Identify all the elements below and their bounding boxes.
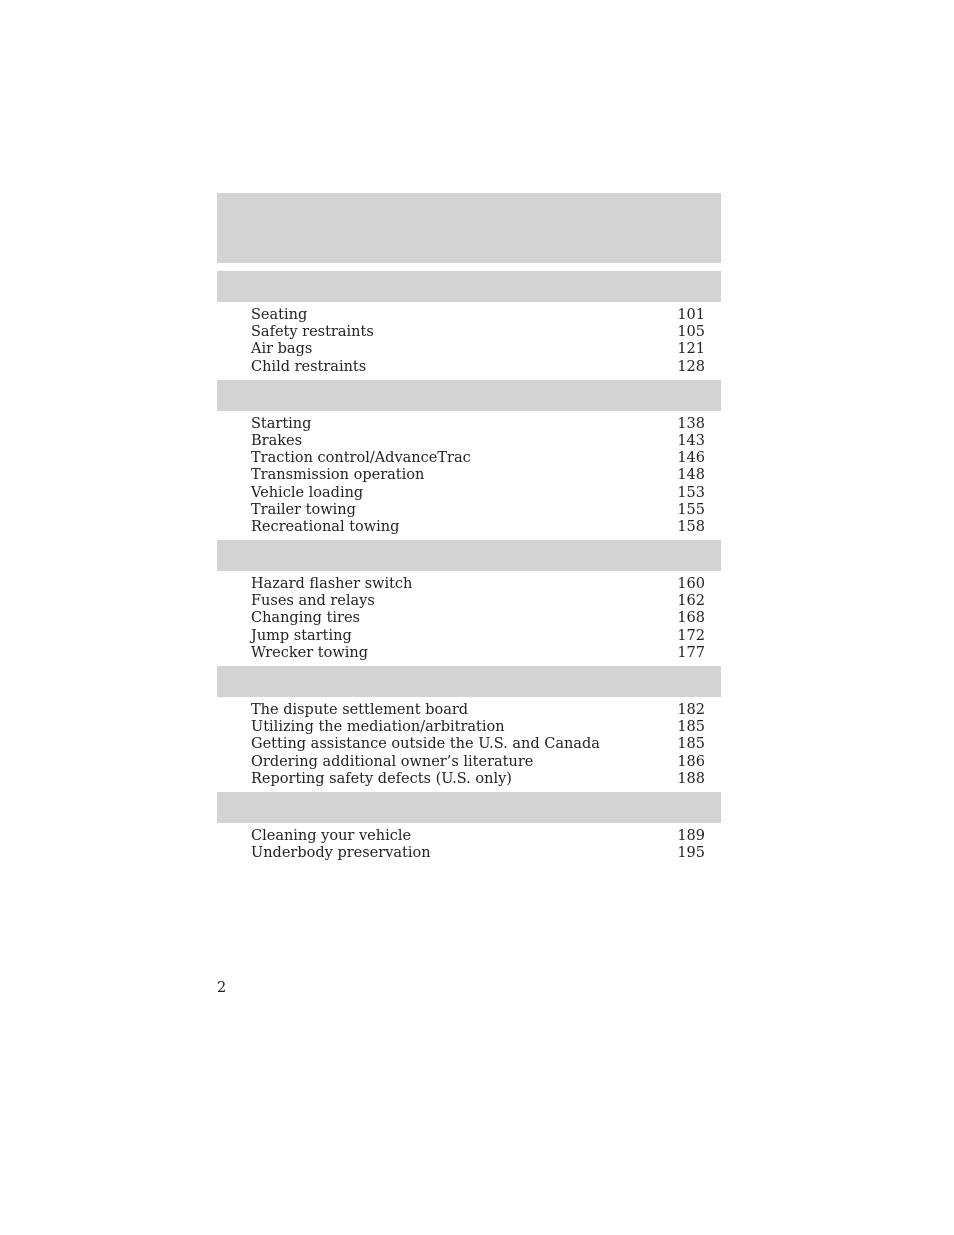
toc-entry-page: 182: [677, 702, 705, 718]
toc-entry-label: Underbody preservation: [251, 845, 431, 862]
toc-entry[interactable]: [251, 519, 705, 536]
toc-entry[interactable]: [251, 433, 705, 450]
toc-entry[interactable]: [251, 593, 705, 610]
toc-entry-page: 155: [677, 501, 705, 518]
toc-entry-page: 189: [677, 827, 705, 844]
toc-entry-label: Changing tires: [251, 610, 360, 627]
toc-entry-label: Fuses and relays: [251, 593, 375, 610]
toc-entry-page: 153: [677, 484, 705, 501]
toc-entry-label: Seating: [251, 307, 308, 323]
toc-entry[interactable]: [251, 485, 705, 502]
section-entries: [217, 302, 721, 380]
toc-entry-page: 168: [677, 610, 705, 627]
toc-entry-label: Cleaning your vehicle: [251, 827, 412, 844]
toc-entry-page: 185: [677, 719, 705, 736]
toc-section-4: [217, 666, 721, 792]
toc-entry-label: Child restraints: [251, 358, 367, 375]
toc-entry-page: 143: [677, 432, 705, 449]
toc-section-1: [217, 271, 721, 380]
toc-entry-label: Traction control/AdvanceTrac: [251, 450, 471, 467]
toc-entry[interactable]: [251, 324, 705, 341]
section-header-bar: [217, 792, 721, 823]
toc-entry-label: Brakes: [251, 432, 303, 449]
toc-entry-label: Reporting safety defects (U.S. only): [251, 770, 512, 787]
toc-entry-page: 146: [677, 450, 705, 467]
toc-entry-label: Wrecker towing: [251, 644, 369, 661]
toc-entry-page: 121: [677, 341, 705, 358]
toc-entry-page: 138: [677, 415, 705, 432]
toc-entry-page: 128: [677, 358, 705, 375]
toc-entry-page: 185: [677, 736, 705, 753]
section-header-bar: [217, 666, 721, 697]
page-number: 2: [217, 980, 227, 996]
toc-entry-label: Jump starting: [251, 627, 352, 644]
toc-entry-page: 186: [677, 753, 705, 770]
section-header-bar: [217, 271, 721, 302]
toc-title-bar: [217, 193, 721, 263]
toc-entry-page: 188: [677, 770, 705, 787]
toc-entry[interactable]: [251, 628, 705, 645]
toc-entry[interactable]: [251, 341, 705, 358]
toc-entry-page: 101: [677, 307, 705, 323]
toc-entry-label: Hazard flasher switch: [251, 576, 413, 593]
toc-entry[interactable]: [251, 467, 705, 484]
toc-entry-label: Air bags: [251, 341, 313, 358]
toc-entry-label: Starting: [251, 415, 312, 432]
toc-entry-page: 158: [677, 518, 705, 535]
toc-entry[interactable]: [251, 754, 705, 771]
toc-entry[interactable]: [251, 610, 705, 627]
toc-entry-page: 148: [677, 467, 705, 484]
toc-entry[interactable]: [251, 359, 705, 376]
toc-entry[interactable]: [251, 736, 705, 753]
toc-entry-label: Safety restraints: [251, 324, 374, 341]
section-entries: [217, 697, 721, 792]
toc-entry-label: Utilizing the mediation/arbitration: [251, 719, 505, 736]
toc-entry[interactable]: [251, 502, 705, 519]
toc-entry[interactable]: [251, 719, 705, 736]
toc-entry-page: 105: [677, 324, 705, 341]
toc-entry-label: Vehicle loading: [251, 484, 364, 501]
toc-section-2: [217, 380, 721, 540]
toc-entry[interactable]: [251, 450, 705, 467]
toc-entry[interactable]: [251, 845, 705, 862]
toc-section-3: [217, 540, 721, 666]
toc-section-5: [217, 792, 721, 866]
toc-entry-page: 162: [677, 593, 705, 610]
toc-entry-label: Recreational towing: [251, 518, 400, 535]
toc-entry-page: 177: [677, 644, 705, 661]
toc-entry-page: 195: [677, 845, 705, 862]
section-header-bar: [217, 540, 721, 571]
section-entries: [217, 411, 721, 540]
section-entries: [217, 571, 721, 666]
toc-entry[interactable]: [251, 307, 705, 324]
toc-entry-label: Ordering additional owner’s literature: [251, 753, 534, 770]
toc-entry-label: The dispute settlement board: [251, 702, 469, 718]
section-entries: [217, 823, 721, 866]
table-of-contents: [217, 193, 721, 866]
toc-entry-label: Getting assistance outside the U.S. and Canada: [251, 736, 600, 753]
toc-entry[interactable]: [251, 416, 705, 433]
toc-entry[interactable]: [251, 645, 705, 662]
toc-entry-label: Transmission operation: [251, 467, 425, 484]
toc-entry-page: 160: [677, 576, 705, 593]
toc-entry[interactable]: [251, 702, 705, 719]
section-header-bar: [217, 380, 721, 411]
toc-entry[interactable]: [251, 771, 705, 788]
toc-entry[interactable]: [251, 576, 705, 593]
toc-entry-page: 172: [677, 627, 705, 644]
toc-entry[interactable]: [251, 828, 705, 845]
toc-entry-label: Trailer towing: [251, 501, 356, 518]
